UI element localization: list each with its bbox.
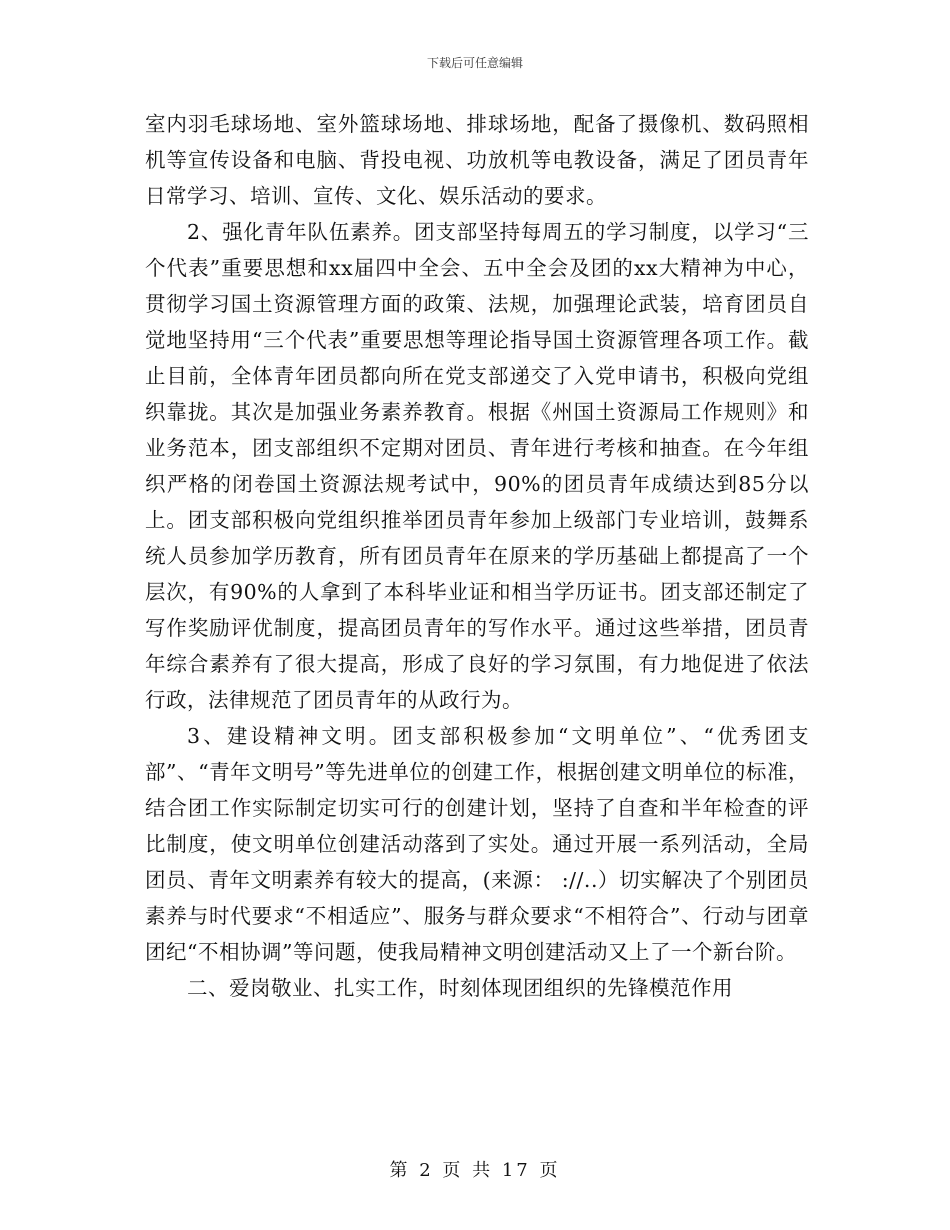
paragraph-youth-quality: 2、强化青年队伍素养。团支部坚持每周五的学习制度，以学习“三个代表”重要思想和xx届四中全会、五中全会及团的xx大精神为中心，贯彻学习国土资源管理方面的政策、法规，加强理论武装，培育团员自觉地坚持用“三个代表”重要思想等理论指导国土资源管理各项工作。截止目前，全体青年团员都向所在党支部递交了入党申请书，积极向党组织靠拢。其次是加强业务素养教育。根据《州国土资源局工作规则》和业务范本，团支部组织不定期对团员、青年进行考核和抽查。在今年组织严格的闭卷国土资源法规考试中，90%的团员青年成绩达到85分以上。团支部积极向党组织推举团员青年参加上级部门专业培训，鼓舞系统人员参加学历教育，所有团员青年在原来的学历基础上都提高了一个层次，有90%的人拿到了本科毕业证和相当学历证书。团支部还制定了写作奖励评优制度，提高团员青年的写作水平。通过这些举措，团员青年综合素养有了很大提高，形成了良好的学习氛围，有力地促进了依法行政，法律规范了团员青年的从政行为。 bbox=[145, 220, 809, 712]
page-footer: 第 2 页 共 17 页 bbox=[389, 1160, 561, 1181]
document-body bbox=[145, 106, 809, 1006]
page-header: 下载后可任意编辑 bbox=[426, 56, 523, 70]
section-heading: 二、爱岗敬业、扎实工作，时刻体现团组织的先锋模范作用 bbox=[187, 976, 733, 1000]
paragraph-continued: 室内羽毛球场地、室外篮球场地、排球场地，配备了摄像机、数码照相机等宣传设备和电脑、背投电视、功放机等电教设备，满足了团员青年日常学习、培训、宣传、文化、娱乐活动的要求。 bbox=[145, 112, 809, 208]
paragraph-spiritual-civilization: 3、建设精神文明。团支部积极参加“文明单位”、“优秀团支部”、“青年文明号”等先进单位的创建工作，根据创建文明单位的标准，结合团工作实际制定切实可行的创建计划，坚持了自查和半年检查的评比制度，使文明单位创建活动落到了实处。通过开展一系列活动，全局团员、青年文明素养有较大的提高，(来源： ://..）切实解决了个别团员素养与时代要求“不相适应”、服务与群众要求“不相符合”、行动与团章团纪“不相协调”等问题，使我局精神文明创建活动又上了一个新台阶。 bbox=[145, 724, 809, 964]
